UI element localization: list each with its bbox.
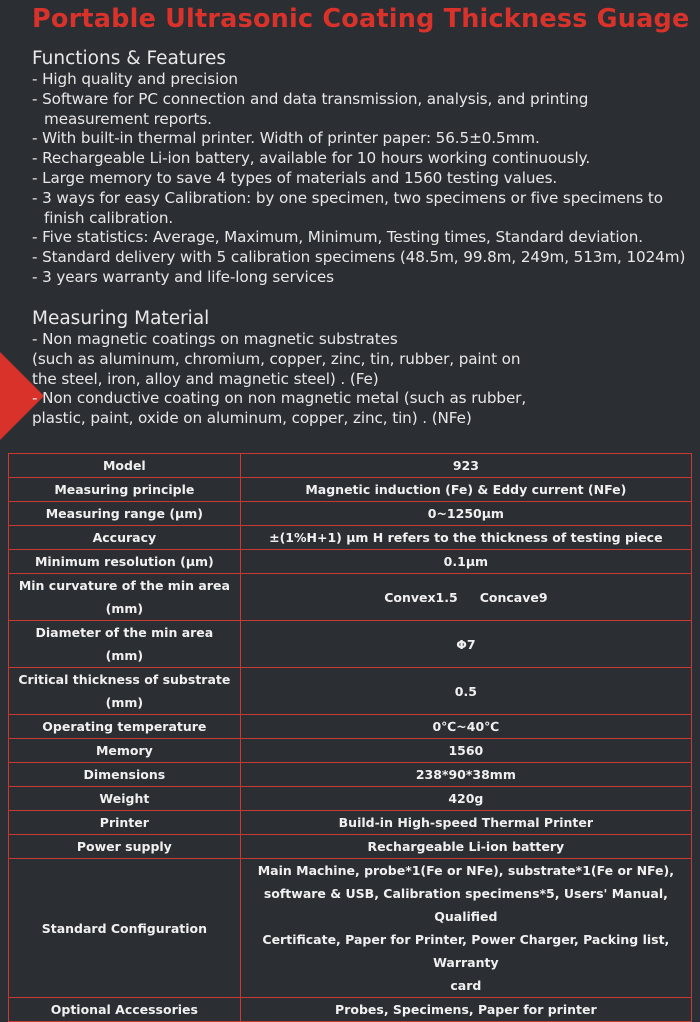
- spec-value-text: software & USB, Calibration specimens*5, Users' Manual, Qualified: [263, 886, 668, 924]
- spec-value: [240, 739, 691, 763]
- spec-key-text: Measuring principle: [54, 482, 195, 497]
- feature-text: - Standard delivery with 5 calibration specimens (48.5m, 99.8m, 249m, 513m, 1024m): [32, 248, 686, 267]
- spec-key-text: Memory: [95, 743, 153, 758]
- spec-row: [9, 574, 692, 621]
- spec-value-text: Concave9: [479, 589, 548, 605]
- spec-value-text: 0.1μm: [443, 554, 489, 569]
- page-title: Portable Ultrasonic Coating Thickness Guage: [32, 4, 690, 34]
- material-line: the steel, iron, alloy and magnetic steel) . (Fe): [32, 369, 379, 388]
- spec-row: [9, 998, 692, 1022]
- feature-text: - Large memory to save 4 types of materials and 1560 testing values.: [32, 168, 558, 187]
- spec-key-text: Minimum resolution (μm): [34, 554, 214, 569]
- feature-text: - Five statistics: Average, Maximum, Minimum, Testing times, Standard deviation.: [32, 228, 643, 247]
- feature-item: [32, 189, 700, 229]
- feature-text: - 3 ways for easy Calibration: by one specimen, two specimens or five specimens to: [32, 188, 663, 207]
- spec-value-text: Rechargeable Li-ion battery: [367, 839, 565, 854]
- spec-value: [240, 668, 691, 715]
- feature-item: [32, 248, 700, 268]
- spec-value: [240, 715, 691, 739]
- spec-row: [9, 621, 692, 668]
- spec-value-text: 1560: [448, 743, 484, 758]
- material-line: - Non magnetic coatings on magnetic substrates: [32, 330, 398, 348]
- spec-key: [9, 787, 241, 811]
- feature-text: - Rechargeable Li-ion battery, available for 10 hours working continuously.: [32, 149, 591, 168]
- spec-key-text: Min curvature of the min area: [18, 578, 230, 593]
- spec-key-text: Weight: [99, 791, 150, 806]
- spec-key: [9, 715, 241, 739]
- spec-value: [240, 859, 691, 998]
- spec-key-text: (mm): [105, 601, 144, 616]
- spec-row: [9, 787, 692, 811]
- spec-key-text: Power supply: [76, 839, 172, 854]
- features-heading: Functions & Features: [32, 48, 227, 69]
- spec-table: [8, 453, 692, 1022]
- spec-row: [9, 811, 692, 835]
- spec-value: [240, 835, 691, 859]
- feature-item: [32, 169, 700, 189]
- material-line: plastic, paint, oxide on aluminum, copper, zinc, tin) . (NFe): [32, 409, 472, 428]
- feature-text: - High quality and precision: [32, 70, 238, 88]
- spec-value: [240, 763, 691, 787]
- spec-row: [9, 835, 692, 859]
- spec-value-text: Certificate, Paper for Printer, Power Charger, Packing list, Warranty: [262, 932, 670, 970]
- spec-key: [9, 811, 241, 835]
- spec-key: [9, 859, 241, 998]
- spec-key-text: Measuring range (μm): [45, 506, 203, 521]
- feature-text-continued: measurement reports.: [44, 109, 212, 128]
- spec-key: [9, 998, 241, 1022]
- feature-item: [32, 228, 700, 248]
- spec-value-text: ±(1%H+1) μm H refers to the thickness of testing piece: [269, 530, 663, 545]
- feature-item: [32, 70, 700, 90]
- material-line: (such as aluminum, chromium, copper, zinc, tin, rubber, paint on: [32, 349, 521, 368]
- spec-value-text: 0.5: [454, 683, 477, 699]
- spec-row: [9, 526, 692, 550]
- spec-value: [240, 998, 691, 1022]
- spec-row: [9, 454, 692, 478]
- spec-row: [9, 478, 692, 502]
- spec-key-text: Printer: [99, 815, 149, 830]
- spec-value: [240, 502, 691, 526]
- spec-key-text: Critical thickness of substrate: [18, 672, 231, 687]
- spec-key-text: Accuracy: [92, 530, 157, 545]
- material-heading: Measuring Material: [32, 308, 210, 329]
- spec-value: [240, 787, 691, 811]
- spec-row: [9, 502, 692, 526]
- spec-value-text: card: [450, 978, 482, 993]
- spec-row: [9, 763, 692, 787]
- spec-key: [9, 763, 241, 787]
- spec-key: [9, 550, 241, 574]
- spec-key: [9, 478, 241, 502]
- feature-item: [32, 129, 700, 149]
- material-line: - Non conductive coating on non magnetic metal (such as rubber,: [32, 389, 527, 408]
- spec-key-text: Optional Accessories: [50, 1002, 198, 1017]
- spec-key: [9, 621, 241, 668]
- spec-key: [9, 454, 241, 478]
- material-list: [32, 330, 700, 429]
- spec-key-text: (mm): [105, 695, 144, 710]
- spec-key: [9, 526, 241, 550]
- spec-value-text: Convex1.5: [384, 589, 458, 605]
- spec-value-text: 238*90*38mm: [415, 767, 516, 782]
- spec-value-text: 0℃~40℃: [432, 719, 500, 734]
- spec-value-text: 420g: [448, 791, 484, 806]
- spec-value-text: Build-in High-speed Thermal Printer: [338, 815, 594, 830]
- spec-value: [240, 526, 691, 550]
- feature-item: [32, 90, 700, 130]
- spec-row: [9, 668, 692, 715]
- spec-value-text: Φ7: [456, 636, 476, 652]
- feature-text: - 3 years warranty and life-long services: [32, 267, 334, 286]
- spec-value: [240, 621, 691, 668]
- spec-key: [9, 502, 241, 526]
- spec-row: [9, 715, 692, 739]
- spec-key: [9, 574, 241, 621]
- spec-key-text: Diameter of the min area (mm): [35, 625, 214, 663]
- spec-value: [240, 454, 691, 478]
- feature-text: - With built-in thermal printer. Width of printer paper: 56.5±0.5mm.: [32, 129, 540, 148]
- spec-value: [240, 550, 691, 574]
- spec-value-text: Magnetic induction (Fe) & Eddy current (NFe): [305, 482, 627, 497]
- features-list: [32, 70, 700, 288]
- spec-value-text: 0~1250μm: [427, 506, 504, 521]
- feature-item: [32, 268, 700, 288]
- spec-key: [9, 835, 241, 859]
- spec-key-text: Dimensions: [83, 767, 166, 782]
- spec-value-text: Main Machine, probe*1(Fe or NFe), substrate*1(Fe or NFe),: [257, 863, 674, 878]
- spec-value: [240, 811, 691, 835]
- spec-row: [9, 739, 692, 763]
- feature-item: [32, 149, 700, 169]
- feature-text-continued: finish calibration.: [44, 208, 174, 227]
- spec-row: [9, 550, 692, 574]
- spec-value-text: Probes, Specimens, Paper for printer: [335, 1002, 597, 1017]
- spec-key-text: Standard Configuration: [41, 920, 207, 936]
- spec-key-text: Operating temperature: [42, 719, 207, 734]
- spec-value-text: 923: [452, 458, 479, 473]
- spec-key-text: Model: [102, 458, 146, 473]
- spec-value: [240, 478, 691, 502]
- feature-text: - Software for PC connection and data transmission, analysis, and printing: [32, 89, 589, 108]
- spec-key: [9, 739, 241, 763]
- spec-key: [9, 668, 241, 715]
- spec-row: [9, 859, 692, 998]
- spec-value: [240, 574, 691, 621]
